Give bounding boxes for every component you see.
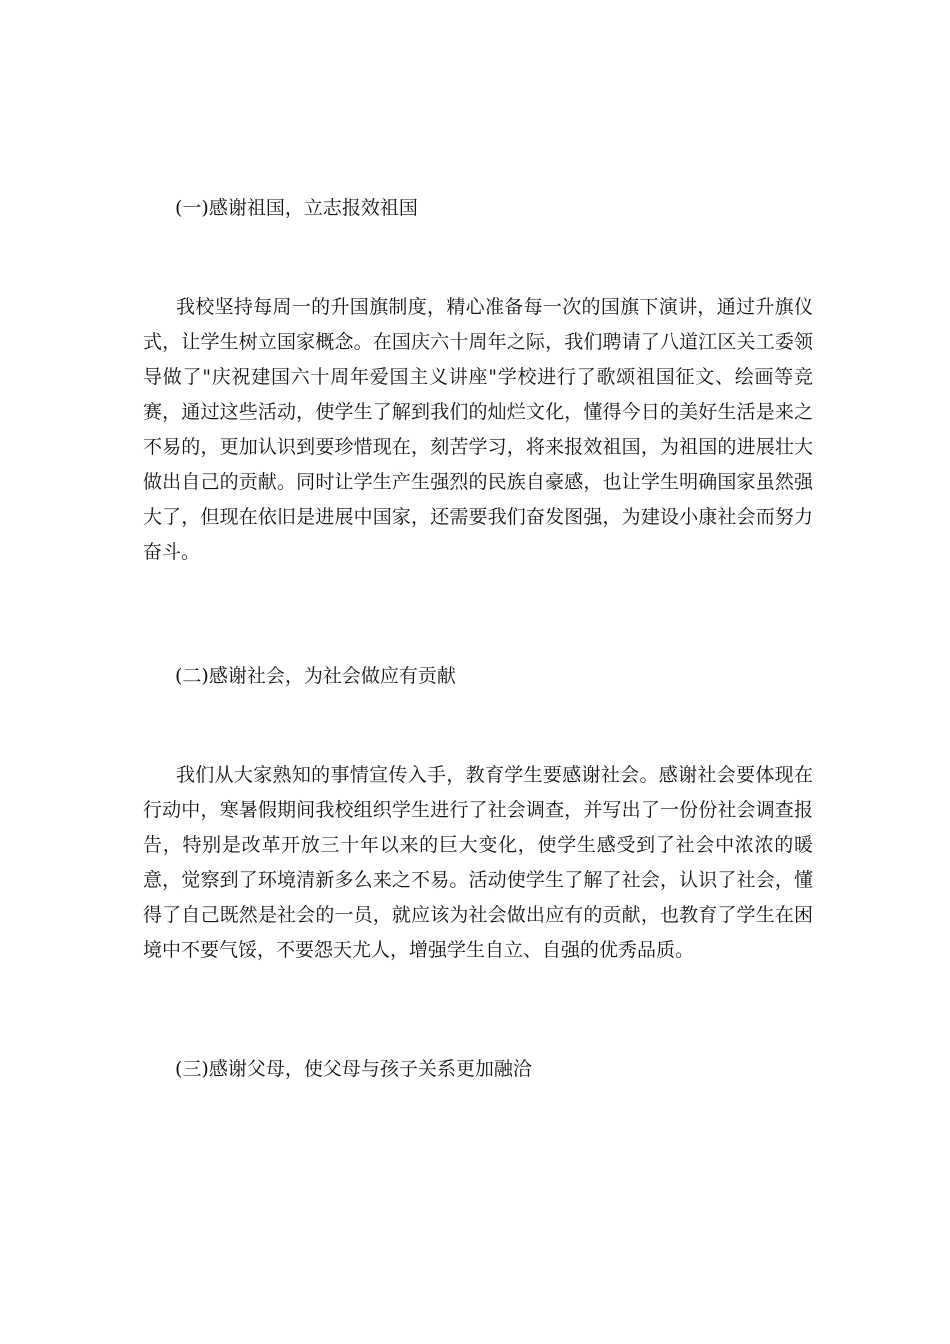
section-paragraph-2: 我们从大家熟知的事情宣传入手，教育学生要感谢社会。感谢社会要体现在行动中，寒暑假期间我校组织学生进行了社会调查，并写出了一份份社会调查报告，特别是改革开放三十年以来的巨大变化，使学生感受到了社会中浓浓的暖意，觉察到了环境清新多么来之不易。活动使学生了解了社会，认识了社会，懂得了自己既然是社会的一员，就应该为社会做出应有的贡献，也教育了学生在困境中不要气馁，不要怨天尤人，增强学生自立、自强的优秀品质。 [143, 764, 813, 961]
section-paragraph-1: 我校坚持每周一的升国旗制度，精心准备每一次的国旗下演讲，通过升旗仪式，让学生树立国家概念。在国庆六十周年之际，我们聘请了八道江区关工委领导做了"庆祝建国六十周年爱国主义讲座"学校进行了歌颂祖国征文、绘画等竞赛，通过这些活动，使学生了解到我们的灿烂文化，懂得今日的美好生活是来之不易的，更加认识到要珍惜现在，刻苦学习，将来报效祖国，为祖国的进展壮大做出自己的贡献。同时让学生产生强烈的民族自豪感，也让学生明确国家虽然强大了，但现在依旧是进展中国家，还需要我们奋发图强，为建设小康社会而努力奋斗。 [143, 296, 813, 563]
section-heading-1: (一)感谢祖国，立志报效祖国 [175, 197, 418, 219]
section-heading-2: (二)感谢社会，为社会做应有贡献 [175, 665, 456, 687]
section-heading-3: (三)感谢父母，使父母与孩子关系更加融洽 [175, 1058, 532, 1080]
